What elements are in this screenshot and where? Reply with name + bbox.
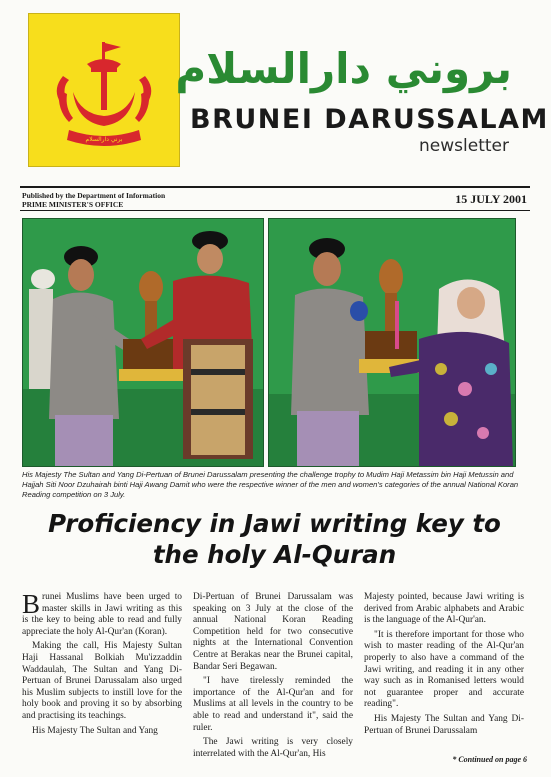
article-column-2: [193, 592, 353, 763]
article-paragraph: His Majesty The Sultan and Yang Di-Pertuan of Brunei Darussalam: [364, 713, 524, 736]
publisher-office: PRIME MINISTER'S OFFICE: [22, 200, 124, 209]
article-paragraph: The Jawi writing is very closely interrelated with the Al-Qur'an, His: [193, 737, 353, 759]
latin-title: BRUNEI DARUSSALAM: [190, 104, 549, 135]
article-paragraph: "It is therefore important for those who wish to master reading of the Al-Qur'an properly to also have a command of the Jawi writing, and reading it in any other way such as in Romanised letters would not guarantee proper and accurate reading".: [364, 629, 524, 710]
photo-trophy-presentation-women: [268, 218, 516, 467]
emblem-panel: [28, 13, 180, 167]
jawi-title: بروني دارالسلام: [175, 44, 512, 93]
photo-trophy-presentation-men: [22, 218, 264, 467]
publisher-line: Published by the Department of Information: [22, 191, 166, 200]
bottom-rule: [20, 210, 530, 211]
continued-link[interactable]: * Continued on page 6: [452, 755, 527, 764]
article-paragraph: Majesty pointed, because Jawi writing is derived from Arabic alphabets and Arabic is the language of the Al-Qur'an.: [364, 592, 524, 626]
article-paragraph: "I have tirelessly reminded the importance of the Al-Qur'an and for Muslims at all levels in the country to be able to read and understand it", said the ruler.: [193, 676, 353, 733]
article-column-1: [22, 589, 182, 740]
article-paragraph: Brunei Muslims have been urged to master skills in Jawi writing as this is the key to being able to read and fully appreciate the holy Al-Qur'an (Koran).: [22, 589, 182, 637]
issue-date: 15 JULY 2001: [455, 192, 527, 206]
publisher-info: [22, 191, 165, 209]
emblem-scroll-text: برني دارالسلام: [85, 136, 123, 143]
article-column-3: [364, 592, 524, 740]
top-rule: [20, 186, 530, 188]
article-paragraph: Di-Pertuan of Brunei Darussalam was speaking on 3 July at the close of the annual National Koran Reading Competition held for two consecutive nights at the International Convention Centre at Berakas near the Brunei capital, Bandar Seri Begawan.: [193, 592, 353, 672]
brunei-crest-icon: [29, 14, 179, 166]
article-paragraph: His Majesty The Sultan and Yang: [32, 725, 158, 736]
drop-cap: B: [22, 589, 41, 619]
newsletter-subtitle: newsletter: [419, 136, 509, 156]
photo-caption: His Majesty The Sultan and Yang Di-Pertuan of Brunei Darussalam presenting the challenge trophy to Mudim Haji Metassim bin Haji Metussin and Hajjah Siti Noor Dzuhairah binti Haji Awang Damit who were the respective winner of the men and women's categories of the annual National Koran Reading competition on 3 July.: [22, 470, 519, 499]
article-paragraph: Making the call, His Majesty Sultan Haji Hassanal Bolkiah Mu'izzaddin Waddaulah, The Sultan and Yang Di-Pertuan of Brunei Darussalam also urged his Muslim subjects to instill love for the holy book and proving it so by absorbing and practising its teachings.: [22, 641, 182, 721]
article-headline: Proficiency in Jawi writing key to the holy Al-Quran: [48, 509, 501, 569]
